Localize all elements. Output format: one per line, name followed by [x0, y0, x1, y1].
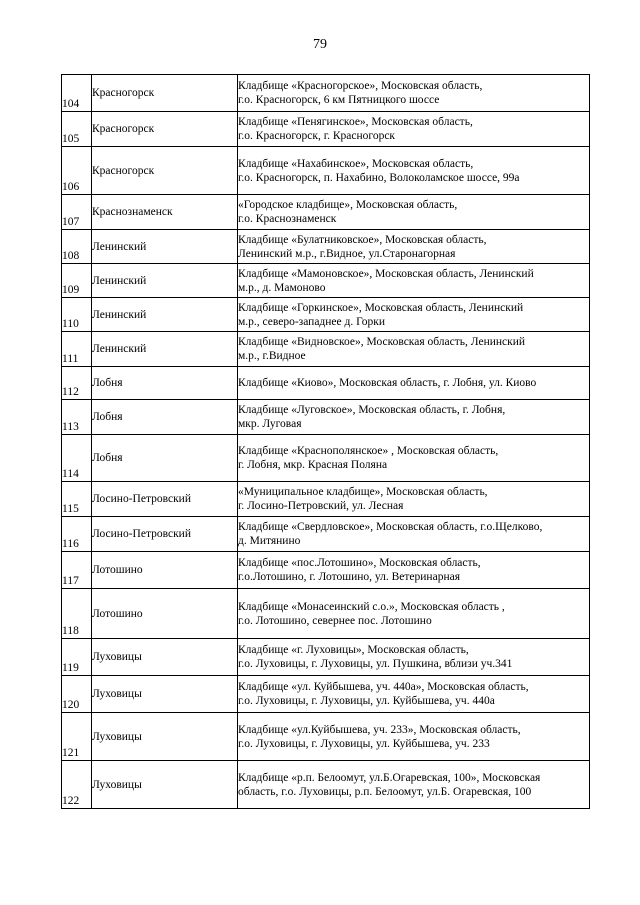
row-number: 122: [62, 761, 92, 809]
table-row: [62, 298, 590, 332]
municipality-name: Красногорск: [92, 112, 238, 147]
table-row: [62, 589, 590, 639]
table-row: [62, 264, 590, 298]
row-number: 111: [62, 332, 92, 367]
row-number: 105: [62, 112, 92, 147]
table-row: [62, 75, 590, 112]
table-row: [62, 400, 590, 435]
cemetery-address: Кладбище «г. Луховицы», Московская область, г.о. Луховицы, г. Луховицы, ул. Пушкина, вблизи уч.341: [238, 639, 590, 676]
cemetery-address: Кладбище «Мамоновское», Московская область, Ленинский м.р., д. Мамоново: [238, 264, 590, 298]
cemetery-address: Кладбище «Горкинское», Московская область, Ленинский м.р., северо-западнее д. Горки: [238, 298, 590, 332]
cemetery-address: Кладбище «Свердловское», Московская область, г.о.Щелково, д. Митянино: [238, 517, 590, 552]
cemetery-address: Кладбище «Нахабинское», Московская область, г.о. Красногорск, п. Нахабино, Волоколамское шоссе, 99а: [238, 147, 590, 195]
table-row: [62, 639, 590, 676]
table-row: [62, 230, 590, 264]
cemetery-address: «Городское кладбище», Московская область, г.о. Краснознаменск: [238, 195, 590, 230]
cemetery-address: Кладбище «ул. Куйбышева, уч. 440а», Московская область, г.о. Луховицы, г. Луховицы, ул. Куйбышева, уч. 440а: [238, 676, 590, 713]
table-row: [62, 112, 590, 147]
table-row: [62, 332, 590, 367]
cemetery-address: Кладбище «Луговское», Московская область, г. Лобня, мкр. Луговая: [238, 400, 590, 435]
table-row: [62, 676, 590, 713]
cemetery-address: Кладбище «Монасеинский с.о.», Московская область , г.о. Лотошино, севернее пос. Лотошино: [238, 589, 590, 639]
cemetery-address: Кладбище «Булатниковское», Московская область, Ленинский м.р., г.Видное, ул.Старонагорная: [238, 230, 590, 264]
table-row: [62, 517, 590, 552]
municipality-name: Лобня: [92, 435, 238, 482]
municipality-name: Ленинский: [92, 264, 238, 298]
municipality-name: Ленинский: [92, 298, 238, 332]
table-row: [62, 713, 590, 761]
municipality-name: Луховицы: [92, 676, 238, 713]
row-number: 113: [62, 400, 92, 435]
row-number: 110: [62, 298, 92, 332]
table-row: [62, 147, 590, 195]
cemetery-address: Кладбище «Пенягинское», Московская область, г.о. Красногорск, г. Красногорск: [238, 112, 590, 147]
municipality-name: Лобня: [92, 400, 238, 435]
row-number: 109: [62, 264, 92, 298]
row-number: 112: [62, 367, 92, 400]
row-number: 117: [62, 552, 92, 589]
row-number: 106: [62, 147, 92, 195]
cemetery-address: Кладбище «Киово», Московская область, г. Лобня, ул. Киово: [238, 367, 590, 400]
row-number: 121: [62, 713, 92, 761]
municipality-name: Лотошино: [92, 589, 238, 639]
cemetery-address: «Муниципальное кладбище», Московская область, г. Лосино-Петровский, ул. Лесная: [238, 482, 590, 517]
row-number: 118: [62, 589, 92, 639]
municipality-name: Лосино-Петровский: [92, 517, 238, 552]
cemetery-address: Кладбище «р.п. Белоомут, ул.Б.Огаревская, 100», Московская область, г.о. Луховицы, р.п. Белоомут, ул.Б. Огаревская, 100: [238, 761, 590, 809]
cemetery-address: Кладбище «Красногорское», Московская область, г.о. Красногорск, 6 км Пятницкого шоссе: [238, 75, 590, 112]
table-row: [62, 195, 590, 230]
table-row: [62, 482, 590, 517]
page-number: 79: [313, 37, 327, 52]
cemetery-address: Кладбище «Видновское», Московская область, Ленинский м.р., г.Видное: [238, 332, 590, 367]
municipality-name: Лосино-Петровский: [92, 482, 238, 517]
table-row: [62, 367, 590, 400]
municipality-name: Ленинский: [92, 332, 238, 367]
row-number: 115: [62, 482, 92, 517]
row-number: 104: [62, 75, 92, 112]
cemetery-table-body: [62, 75, 590, 809]
municipality-name: Луховицы: [92, 761, 238, 809]
table-row: [62, 435, 590, 482]
municipality-name: Лотошино: [92, 552, 238, 589]
municipality-name: Красногорск: [92, 147, 238, 195]
row-number: 116: [62, 517, 92, 552]
municipality-name: Красногорск: [92, 75, 238, 112]
municipality-name: Луховицы: [92, 639, 238, 676]
row-number: 119: [62, 639, 92, 676]
row-number: 120: [62, 676, 92, 713]
cemetery-table: [61, 74, 590, 809]
table-row: [62, 761, 590, 809]
municipality-name: Ленинский: [92, 230, 238, 264]
row-number: 114: [62, 435, 92, 482]
row-number: 107: [62, 195, 92, 230]
cemetery-address: Кладбище «пос.Лотошино», Московская область, г.о.Лотошино, г. Лотошино, ул. Ветеринарная: [238, 552, 590, 589]
municipality-name: Луховицы: [92, 713, 238, 761]
row-number: 108: [62, 230, 92, 264]
municipality-name: Краснознаменск: [92, 195, 238, 230]
cemetery-address: Кладбище «Краснополянское» , Московская область, г. Лобня, мкр. Красная Поляна: [238, 435, 590, 482]
table-row: [62, 552, 590, 589]
municipality-name: Лобня: [92, 367, 238, 400]
cemetery-address: Кладбище «ул.Куйбышева, уч. 233», Московская область, г.о. Луховицы, г. Луховицы, ул. Куйбышева, уч. 233: [238, 713, 590, 761]
